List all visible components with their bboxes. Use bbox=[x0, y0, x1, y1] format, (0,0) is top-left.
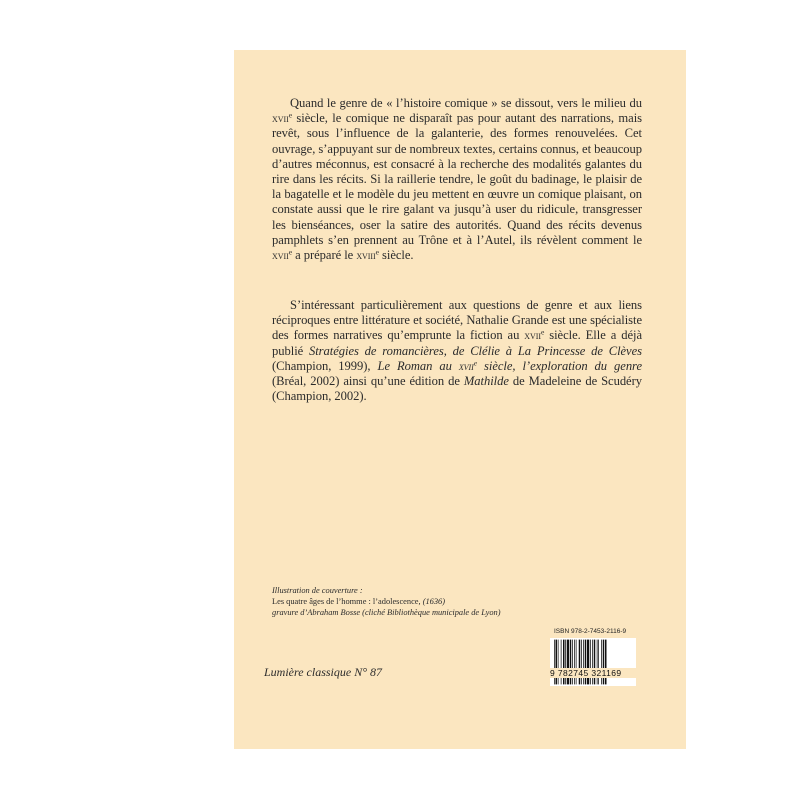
author-bio-paragraph bbox=[272, 298, 642, 404]
book-title-roman-part-1: Le Roman au bbox=[377, 358, 459, 373]
bio-text-3: (Champion, 1999), bbox=[272, 358, 378, 373]
blurb-text-1: Quand le genre de « l’histoire comique » se dissout, vers le milieu du bbox=[290, 96, 642, 110]
bio-text-5: de Madeleine de Scudéry (Champion, 2002). bbox=[272, 374, 642, 404]
century-superscript: e bbox=[288, 110, 292, 120]
barcode-digits: 9 782745 321169 bbox=[550, 668, 636, 678]
book-title-roman bbox=[378, 359, 643, 373]
blurb-text-3: a préparé le bbox=[292, 248, 357, 263]
series-title: Lumière classique N° 87 bbox=[264, 665, 383, 679]
book-blurb-paragraph bbox=[272, 96, 642, 263]
isbn-label: ISBN 978-2-7453-2116-9 bbox=[554, 628, 627, 635]
credits-label: Illustration de couverture : bbox=[272, 586, 363, 595]
century-superscript: e bbox=[375, 247, 379, 257]
century-superscript: e bbox=[540, 327, 545, 337]
century-superscript: e bbox=[288, 247, 292, 257]
century-17-numeral: xvii bbox=[524, 328, 541, 343]
century-17-numeral: xvii bbox=[272, 248, 289, 263]
book-back-cover bbox=[234, 50, 686, 749]
cover-illustration-credits bbox=[272, 585, 602, 618]
credits-engraver-source: gravure d’Abraham Bosse (cliché Bibliothèque municipale de Lyon) bbox=[272, 608, 501, 617]
century-18-numeral: xviii bbox=[356, 248, 376, 263]
book-title-mathilde: Mathilde bbox=[463, 374, 509, 389]
bio-text-2: siècle. Elle a déjà publié bbox=[272, 328, 642, 358]
blurb-text-4: siècle. bbox=[378, 248, 414, 263]
century-17-numeral: xvii bbox=[272, 111, 289, 126]
century-superscript: e bbox=[473, 358, 478, 368]
barcode bbox=[550, 638, 636, 686]
credits-artwork-title: Les quatre âges de l’homme : l’adolescence, bbox=[272, 597, 423, 606]
bio-text-1: S’intéressant particulièrement aux questions de genre et aux liens réciproques entre littérature et société, Nathalie Grande est une spécialiste des formes narratives qu’emprunte la fiction au bbox=[272, 298, 642, 343]
bio-text-4: (Bréal, 2002) ainsi qu’une édition de bbox=[272, 374, 464, 389]
credits-artwork-year: (1636) bbox=[422, 597, 446, 606]
blurb-text-2: siècle, le comique ne disparaît pas pour autant des narrations, mais revêt, sous l’influence de la galanterie, des formes renouvelées. Cet ouvrage, s’appuyant sur de nombreux textes, certains connus, et beaucoup d’autres méconnus, est consacré à la recherche des modalités galantes du rire dans les récits. Si la raillerie tendre, le goût du badinage, le plaisir de la bagatelle et le modèle du jeu mettent en œuvre un comique plaisant, on constate aussi que le rire galant va jusqu’à user du ridicule, transgresser les bienséances, oser la satire des autorités. Quand des récits devenus pamphlets s’en prennent au Trône et à l’Autel, ils révèlent comment le bbox=[272, 111, 642, 247]
century-17-numeral: xvii bbox=[458, 358, 474, 373]
book-title-roman-part-2: siècle, l’exploration du genre bbox=[477, 358, 642, 373]
book-title-strategies: Stratégies de romancières, de Clélie à La Princesse de Clèves bbox=[308, 343, 642, 358]
